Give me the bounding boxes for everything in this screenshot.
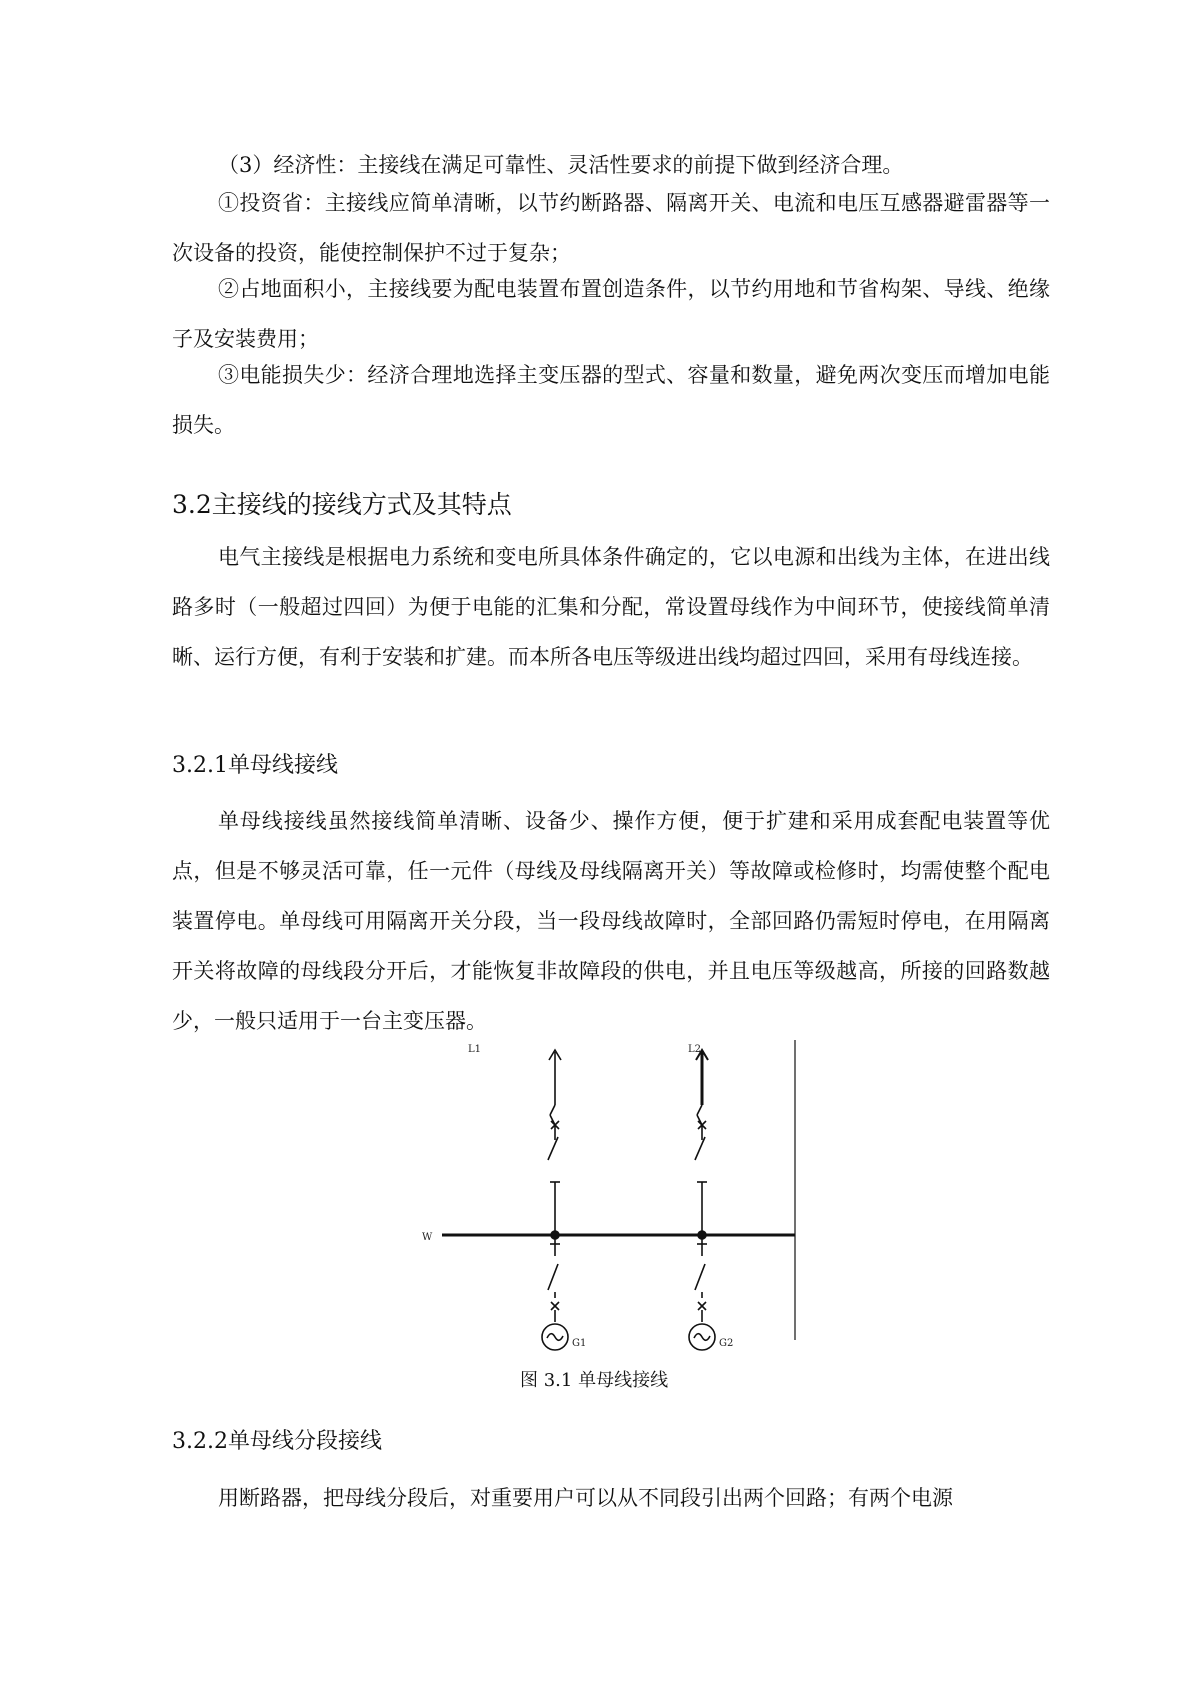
paragraph-economy: （3）经济性：主接线在满足可靠性、灵活性要求的前提下做到经济合理。: [218, 153, 904, 177]
diagram-svg: [422, 1040, 810, 1360]
paragraph-land-area: ②占地面积小，主接线要为配电装置布置创造条件，以节约用地和节省构架、导线、绝缘子及安装费用；: [172, 277, 1050, 351]
label-w: W: [422, 1232, 433, 1243]
paragraph-investment: ①投资省：主接线应简单清晰，以节约断路器、隔离开关、电流和电压互感器避雷器等一次设备的投资，能使控制保护不过于复杂；: [172, 191, 1050, 265]
switch-l1-lower-icon: [548, 1264, 558, 1290]
label-g1: G1: [572, 1338, 587, 1349]
heading-3-2-2: 3.2.2单母线分段接线: [172, 1429, 382, 1454]
switch-l1-upper-icon: [548, 1137, 558, 1160]
feeder-l1: [542, 1050, 568, 1350]
switch-l2-upper-icon: [695, 1137, 705, 1160]
label-g2: G2: [719, 1338, 734, 1349]
paragraph-3-2-2-body: 用断路器，把母线分段后，对重要用户可以从不同段引出两个回路；有两个电源: [218, 1486, 953, 1510]
paragraph-3-2-body: 电气主接线是根据电力系统和变电所具体条件确定的，它以电源和出线为主体，在进出线路多时（一般超过四回）为便于电能的汇集和分配，常设置母线作为中间环节，使接线简单清晰、运行方便，有利于安装和扩建。而本所各电压等级进出线均超过四回，采用有母线连接。: [172, 545, 1050, 669]
single-bus-diagram: [422, 1040, 810, 1360]
feeder-l2: [689, 1050, 715, 1350]
paragraph-energy-loss: ③电能损失少：经济合理地选择主变压器的型式、容量和数量，避免两次变压而增加电能损失。: [172, 363, 1050, 437]
label-l1: L1: [468, 1044, 482, 1055]
paragraph-3-2-1-body: 单母线接线虽然接线简单清晰、设备少、操作方便，便于扩建和采用成套配电装置等优点，但是不够灵活可靠，任一元件（母线及母线隔离开关）等故障或检修时，均需使整个配电装置停电。单母线可用隔离开关分段，当一段母线故障时，全部回路仍需短时停电，在用隔离开关将故障的母线段分开后，才能恢复非故障段的供电，并且电压等级越高，所接的回路数越少，一般只适用于一台主变压器。: [172, 809, 1050, 1033]
label-l2: L2: [688, 1044, 702, 1055]
heading-3-2: 3.2主接线的接线方式及其特点: [172, 490, 512, 519]
figure-caption: 图 3.1 单母线接线: [520, 1370, 669, 1391]
heading-3-2-1: 3.2.1单母线接线: [172, 753, 338, 778]
switch-l2-lower-icon: [695, 1264, 705, 1290]
